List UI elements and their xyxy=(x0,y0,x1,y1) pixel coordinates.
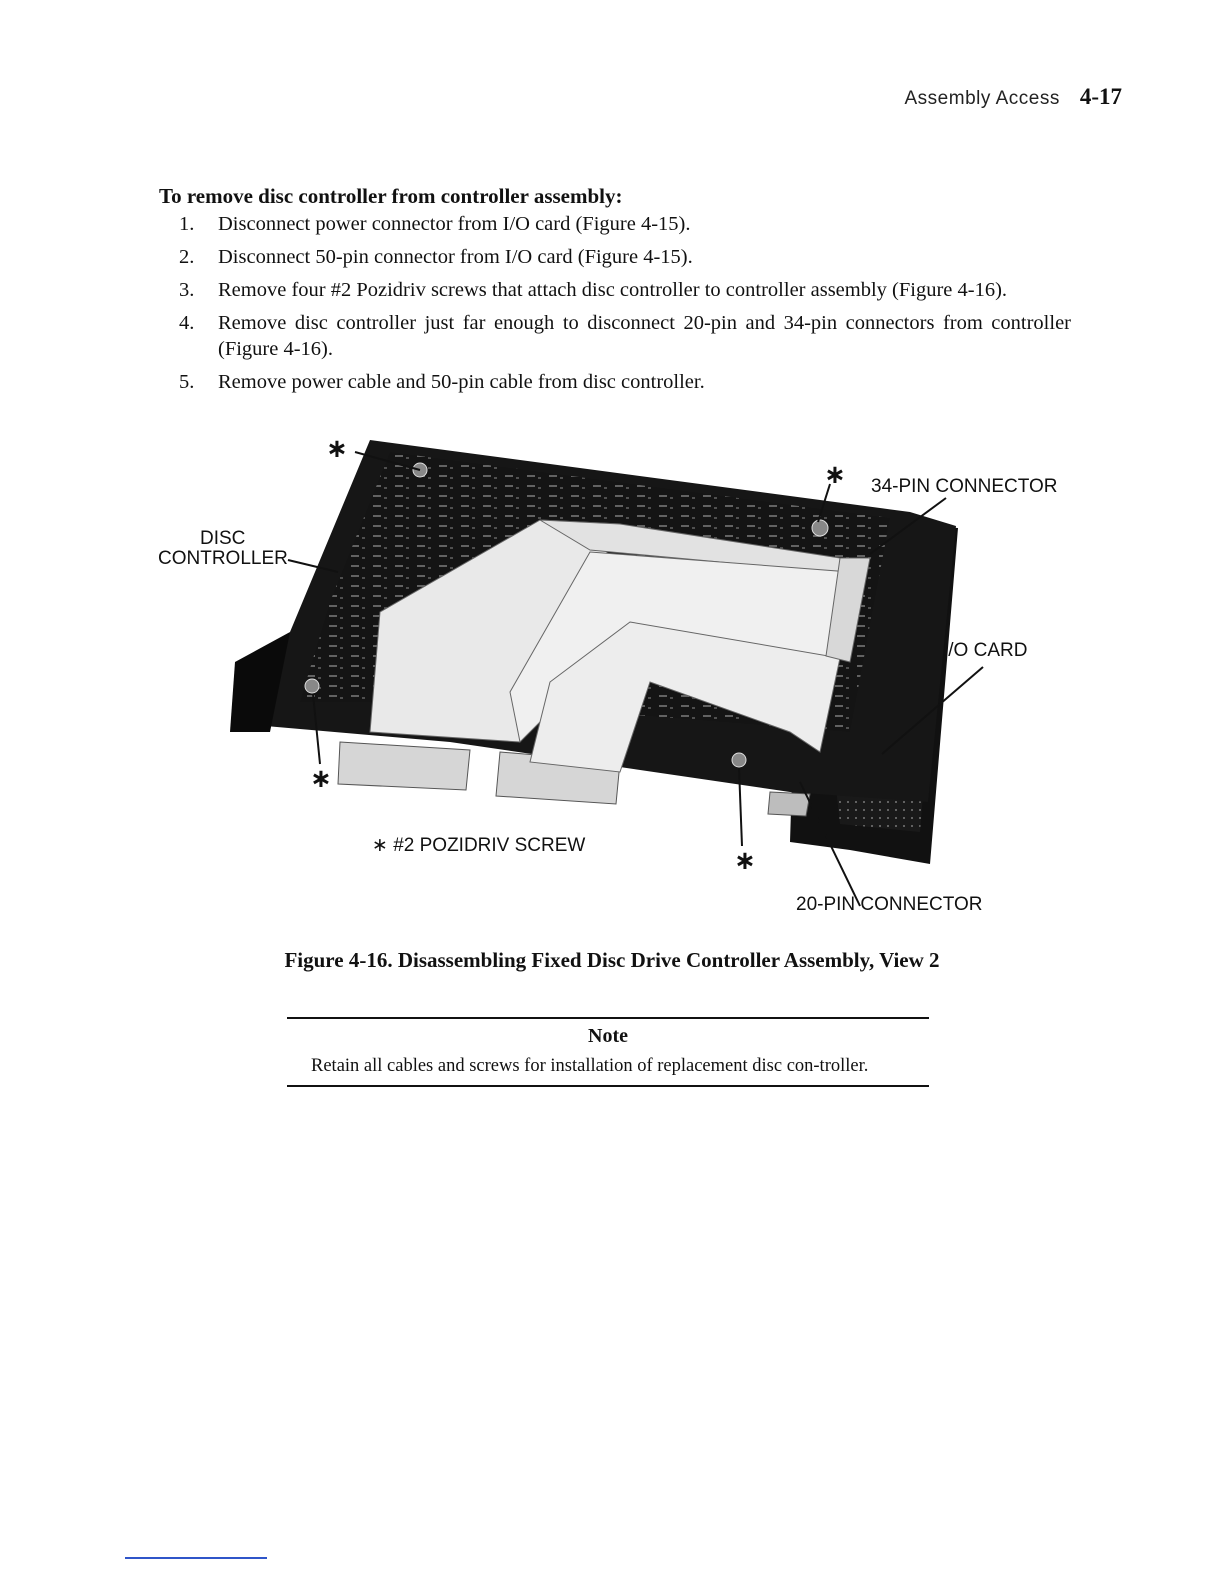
screw-star-marker: ∗ xyxy=(326,434,348,464)
label-controller: CONTROLLER xyxy=(158,548,288,569)
procedure-step xyxy=(159,277,1071,303)
step-number: 2. xyxy=(179,246,195,268)
procedure-step xyxy=(159,369,1071,395)
header-section-title: Assembly Access xyxy=(904,88,1060,109)
label-20-pin-connector: 20-PIN CONNECTOR xyxy=(796,894,983,915)
figure-caption: Figure 4-16. Disassembling Fixed Disc Drive Controller Assembly, View 2 xyxy=(284,948,940,972)
procedure-step xyxy=(159,244,1071,270)
note-text: Retain all cables and screws for installation of replacement disc con-troller. xyxy=(311,1056,869,1076)
step-number: 1. xyxy=(179,213,195,235)
screw-star-marker: ∗ xyxy=(824,460,846,490)
screw-marker xyxy=(305,679,319,693)
step-number: 5. xyxy=(179,371,195,393)
procedure-step xyxy=(159,310,1071,362)
step-number: 4. xyxy=(179,312,195,334)
step-text: Remove disc controller just far enough to disconnect 20-pin and 34-pin connectors from controller (Figure 4-16). xyxy=(218,312,1071,360)
label-screw-legend: ∗ #2 POZIDRIV SCREW xyxy=(372,835,586,856)
label-34-pin-connector: 34-PIN CONNECTOR xyxy=(871,476,1058,497)
screw-star-marker: ∗ xyxy=(310,764,332,794)
screw-marker xyxy=(812,520,828,536)
figure-4-16 xyxy=(150,432,1080,922)
note-title: Note xyxy=(588,1025,628,1047)
label-disc: DISC xyxy=(200,528,246,549)
footer-rule xyxy=(125,1557,267,1559)
step-number: 3. xyxy=(179,279,195,301)
header-page-number: 4-17 xyxy=(1079,84,1122,109)
procedure-steps xyxy=(159,211,1071,402)
step-text: Disconnect 50-pin connector from I/O card (Figure 4-15). xyxy=(218,246,693,268)
page-header xyxy=(905,84,1123,110)
note-box xyxy=(287,1017,929,1087)
screw-marker xyxy=(732,753,746,767)
procedure-heading: To remove disc controller from controller assembly: xyxy=(159,184,623,208)
procedure-step xyxy=(159,211,1071,237)
step-text: Disconnect power connector from I/O card (Figure 4-15). xyxy=(218,213,691,235)
step-text: Remove four #2 Pozidriv screws that attach disc controller to controller assembly (Figure 4-16). xyxy=(218,279,1008,301)
circuit-board-photo xyxy=(150,432,1080,922)
step-text: Remove power cable and 50-pin cable from disc controller. xyxy=(218,371,705,393)
screw-star-marker: ∗ xyxy=(734,846,756,876)
label-io-card: I/O CARD xyxy=(943,640,1028,661)
